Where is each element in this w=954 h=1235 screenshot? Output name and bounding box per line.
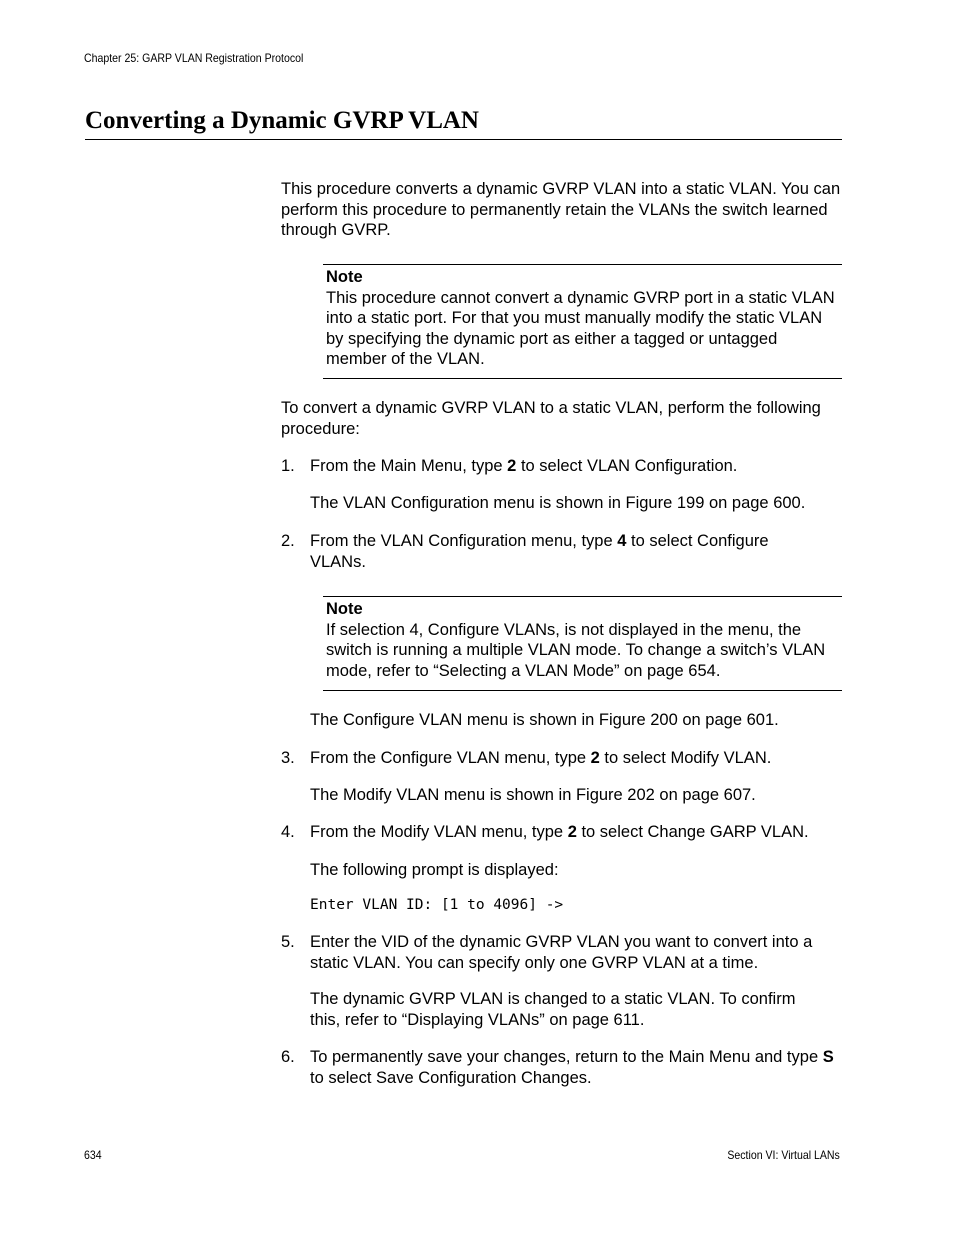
step-number: 4. [281, 823, 295, 841]
page-number: 634 [84, 1148, 102, 1162]
note-box-1 [323, 264, 842, 379]
section-title: Converting a Dynamic GVRP VLAN [85, 107, 479, 134]
step-result: The dynamic GVRP VLAN is changed to a static VLAN. To confirm this, refer to “Displaying VLANs” on page 611. [310, 990, 796, 1029]
intro-paragraph: This procedure converts a dynamic GVRP VLAN into a static VLAN. You can perform this procedure to permanently retain the VLANs the switch learned through GVRP. [281, 180, 841, 239]
step-text: From the Configure VLAN menu, type 2 to select Modify VLAN. [310, 749, 772, 767]
note-box-2 [323, 596, 842, 691]
step-result: The VLAN Configuration menu is shown in Figure 199 on page 600. [310, 494, 806, 512]
step-text: From the Main Menu, type 2 to select VLAN Configuration. [310, 457, 738, 475]
note-text: If selection 4, Configure VLANs, is not displayed in the menu, the switch is running a multiple VLAN mode. To change a switch’s VLAN mode, refer to “Selecting a VLAN Mode” on page 654. [326, 620, 826, 680]
step-text: From the Modify VLAN menu, type 2 to select Change GARP VLAN. [310, 823, 809, 841]
step-result: The Configure VLAN menu is shown in Figure 200 on page 601. [310, 711, 779, 729]
note-label: Note [326, 600, 363, 618]
step-number: 1. [281, 457, 295, 475]
lead-paragraph: To convert a dynamic GVRP VLAN to a static VLAN, perform the following procedure: [281, 399, 821, 438]
step-text: From the VLAN Configuration menu, type 4 to select Configure VLANs. [310, 532, 769, 571]
step-result: The following prompt is displayed: [310, 861, 559, 879]
prompt-code: Enter VLAN ID: [1 to 4096] -> [310, 897, 564, 913]
step-number: 6. [281, 1048, 295, 1066]
running-header: Chapter 25: GARP VLAN Registration Protocol [84, 51, 304, 65]
menu-key: 2 [507, 457, 517, 475]
step-text: To permanently save your changes, return to the Main Menu and type S to select Save Configuration Changes. [310, 1048, 834, 1087]
step-number: 3. [281, 749, 295, 767]
note-text: This procedure cannot convert a dynamic GVRP port in a static VLAN into a static port. For that you must manually modify the static VLAN by specifying the dynamic port as either a tagged or untagged member of the VLAN. [326, 288, 835, 368]
menu-key: 2 [567, 823, 577, 841]
step-result: The Modify VLAN menu is shown in Figure 202 on page 607. [310, 786, 756, 804]
title-divider [85, 139, 842, 140]
step-number: 5. [281, 933, 295, 951]
menu-key: 2 [590, 749, 600, 767]
menu-key: S [822, 1048, 834, 1066]
note-label: Note [326, 268, 363, 286]
step-number: 2. [281, 532, 295, 550]
step-text: Enter the VID of the dynamic GVRP VLAN you want to convert into a static VLAN. You can specify only one GVRP VLAN at a time. [310, 933, 813, 972]
running-footer-section: Section VI: Virtual LANs [727, 1148, 840, 1162]
menu-key: 4 [617, 532, 627, 550]
